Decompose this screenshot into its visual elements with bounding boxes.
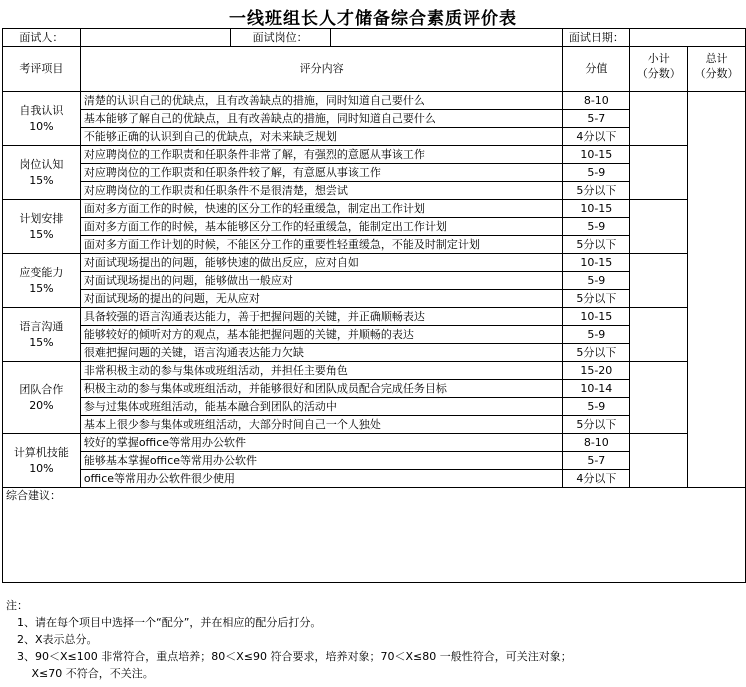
criteria-score: 5分以下 (563, 236, 630, 254)
category-name: 团队合作 (19, 382, 64, 396)
note-line: X≤70 不符合，不关注。 (6, 667, 154, 680)
criteria-score: 10-15 (563, 200, 630, 218)
criteria-score: 15-20 (563, 362, 630, 380)
criteria-content: 能够较好的倾听对方的观点，基本能把握问题的关键，并顺畅的表达 (80, 326, 563, 344)
header-row (3, 47, 746, 92)
criteria-row (3, 308, 746, 326)
applicant-field[interactable] (80, 29, 230, 47)
criteria-content: 面对多方面工作计划的时候，不能区分工作的重要性轻重缓急，不能及时制定计划 (80, 236, 563, 254)
applicant-label: 面试人： (3, 29, 81, 47)
criteria-score: 10-15 (563, 254, 630, 272)
criteria-content: 面对多方面工作的时候，快速的区分工作的轻重缓急，制定出工作计划 (80, 200, 563, 218)
criteria-score: 5-9 (563, 398, 630, 416)
criteria-score: 5-9 (563, 326, 630, 344)
criteria-content: 参与过集体或班组活动，能基本融合到团队的活动中 (80, 398, 563, 416)
subtotal-field[interactable] (630, 146, 688, 200)
category-cell (3, 200, 81, 254)
criteria-score: 8-10 (563, 92, 630, 110)
category-weight: 15% (29, 281, 54, 295)
criteria-content: 清楚的认识自己的优缺点，且有改善缺点的措施，同时知道自己要什么 (80, 92, 563, 110)
criteria-row (3, 92, 746, 110)
criteria-content: 基本能够了解自己的优缺点，且有改善缺点的措施，同时知道自己要什么 (80, 110, 563, 128)
criteria-content: office等常用办公软件很少使用 (80, 470, 563, 488)
criteria-score: 4分以下 (563, 470, 630, 488)
criteria-content: 对面试现场提出的问题，能够做出一般应对 (80, 272, 563, 290)
subtotal-field[interactable] (630, 254, 688, 308)
criteria-row (3, 146, 746, 164)
info-row (3, 29, 746, 47)
criteria-content: 对面试现场提出的问题，能够快速的做出反应，应对自如 (80, 254, 563, 272)
criteria-content: 对应聘岗位的工作职责和任职条件不是很清楚，想尝试 (80, 182, 563, 200)
category-name: 应变能力 (19, 265, 64, 279)
note-line: 3、90＜X≤100 非常符合，重点培养；80＜X≤90 符合要求，培养对象；70＜X≤80 一般性符合，可关注对象； (6, 650, 572, 663)
subtotal-field[interactable] (630, 92, 688, 146)
criteria-score: 5分以下 (563, 416, 630, 434)
date-field[interactable] (630, 29, 746, 47)
date-label: 面试日期： (563, 29, 630, 47)
criteria-content: 非常积极主动的参与集体或班组活动，并担任主要角色 (80, 362, 563, 380)
position-label: 面试岗位： (230, 29, 330, 47)
subtotal-field[interactable] (630, 434, 688, 488)
criteria-content: 对应聘岗位的工作职责和任职条件较了解，有意愿从事该工作 (80, 164, 563, 182)
category-cell (3, 92, 81, 146)
subtotal-field[interactable] (630, 308, 688, 362)
category-cell (3, 434, 81, 488)
category-weight: 10% (29, 119, 54, 133)
criteria-content: 面对多方面工作的时候，基本能够区分工作的轻重缓急，能制定出工作计划 (80, 218, 563, 236)
criteria-content: 对面试现场的提出的问题，无从应对 (80, 290, 563, 308)
category-weight: 20% (29, 398, 54, 412)
criteria-content: 较好的掌握office等常用办公软件 (80, 434, 563, 452)
criteria-score: 10-14 (563, 380, 630, 398)
criteria-content: 具备较强的语言沟通表达能力，善于把握问题的关键，并正确顺畅表达 (80, 308, 563, 326)
category-name: 计算机技能 (13, 445, 69, 459)
criteria-score: 5分以下 (563, 344, 630, 362)
criteria-score: 5分以下 (563, 290, 630, 308)
criteria-score: 5-7 (563, 110, 630, 128)
category-name: 计划安排 (19, 211, 64, 225)
category-weight: 15% (29, 173, 54, 187)
category-cell (3, 308, 81, 362)
criteria-score: 4分以下 (563, 128, 630, 146)
note-line: 2、X表示总分。 (6, 633, 98, 646)
notes-section (6, 597, 572, 682)
category-name: 自我认识 (19, 103, 64, 117)
category-cell (3, 146, 81, 200)
category-name: 语言沟通 (19, 319, 64, 333)
criteria-content: 基本上很少参与集体或班组活动，大部分时间自己一个人独处 (80, 416, 563, 434)
category-weight: 15% (29, 227, 54, 241)
suggestion-field[interactable] (3, 488, 746, 583)
suggestion-label: 综合建议： (6, 489, 61, 502)
category-name: 岗位认知 (19, 157, 64, 171)
header-content: 评分内容 (80, 47, 563, 92)
criteria-score: 10-15 (563, 146, 630, 164)
category-weight: 10% (29, 461, 54, 475)
criteria-content: 不能够正确的认识到自己的优缺点，对未来缺乏规划 (80, 128, 563, 146)
evaluation-table (2, 28, 746, 583)
criteria-row (3, 362, 746, 380)
header-total: 总计 （分数） (688, 47, 746, 92)
criteria-score: 10-15 (563, 308, 630, 326)
criteria-row (3, 200, 746, 218)
criteria-score: 5-7 (563, 452, 630, 470)
criteria-score: 5-9 (563, 272, 630, 290)
form-title: 一线班组长人才储备综合素质评价表 (229, 9, 517, 29)
total-field[interactable] (688, 92, 746, 488)
subtotal-field[interactable] (630, 200, 688, 254)
header-score: 分值 (563, 47, 630, 92)
criteria-content: 能够基本掌握office等常用办公软件 (80, 452, 563, 470)
criteria-content: 很难把握问题的关键，语言沟通表达能力欠缺 (80, 344, 563, 362)
category-weight: 15% (29, 335, 54, 349)
criteria-score: 5-9 (563, 218, 630, 236)
category-cell (3, 254, 81, 308)
criteria-score: 8-10 (563, 434, 630, 452)
subtotal-field[interactable] (630, 362, 688, 434)
criteria-row (3, 434, 746, 452)
position-field[interactable] (330, 29, 563, 47)
category-cell (3, 362, 81, 434)
criteria-score: 5-9 (563, 164, 630, 182)
header-item: 考评项目 (3, 47, 81, 92)
header-subtotal: 小计 （分数） (630, 47, 688, 92)
criteria-content: 积极主动的参与集体或班组活动，并能够很好和团队成员配合完成任务目标 (80, 380, 563, 398)
criteria-row (3, 254, 746, 272)
suggestion-row (3, 488, 746, 583)
note-line: 注： (6, 599, 28, 612)
criteria-score: 5分以下 (563, 182, 630, 200)
note-line: 1、请在每个项目中选择一个“配分”，并在相应的配分后打分。 (6, 616, 322, 629)
criteria-content: 对应聘岗位的工作职责和任职条件非常了解，有强烈的意愿从事该工作 (80, 146, 563, 164)
